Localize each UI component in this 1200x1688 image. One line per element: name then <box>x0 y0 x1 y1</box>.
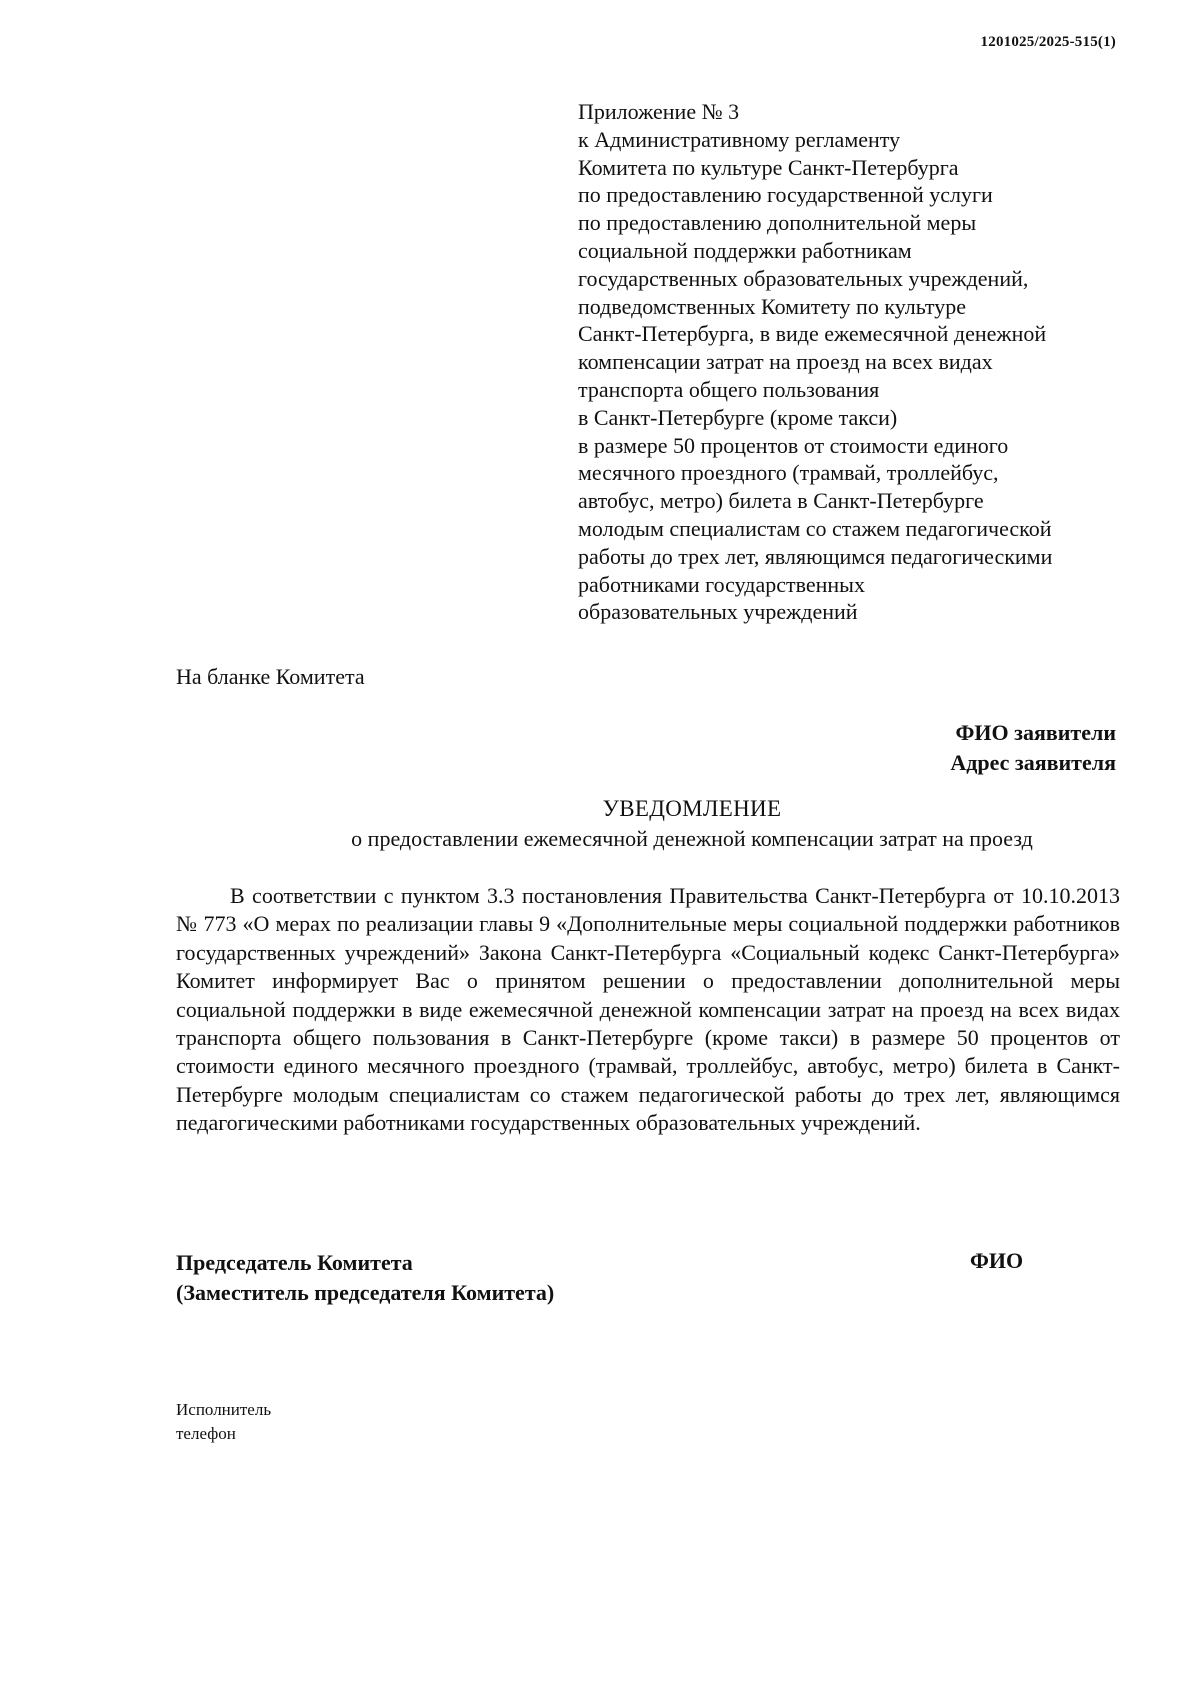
appendix-line: Санкт-Петербурга, в виде ежемесячной денежной <box>578 321 1047 347</box>
appendix-line: месячного проездного (трамвай, троллейбус, <box>578 460 999 486</box>
appendix-line: Приложение № 3 <box>578 99 740 124</box>
notice-body: В соответствии с пунктом 3.3 постановления Правительства Санкт-Петербурга от 10.10.2013 № 773 «О мерах по реализации главы 9 «Дополнительные меры социальной поддержки работников государственных учреждений» Закона Санкт-Петербурга «Социальный кодекс Санкт-Петербурга» Комитет информирует Вас о принятом решении о предоставлении дополнительной меры социальной поддержки в виде ежемесячной денежной компенсации затрат на проезд на всех видах транспорта общего пользования в Санкт-Петербурге (кроме такси) в размере 50 процентов от стоимости единого месячного проездного (трамвай, троллейбус, автобус, метро) билета в Санкт-Петербурге молодым специалистам со стажем педагогической работы до трех лет, являющимся педагогическими работниками государственных образовательных учреждений. <box>176 883 1120 1136</box>
signatory-position <box>176 1248 554 1308</box>
appendix-line: компенсации затрат на проезд на всех видах <box>578 349 993 375</box>
executor-block <box>176 1398 271 1446</box>
document-registration-number: 1201025/2025-515(1) <box>980 34 1116 50</box>
executor-label: Исполнитель <box>176 1400 272 1419</box>
notice-title: УВЕДОМЛЕНИЕ <box>602 796 782 821</box>
recipient-name: ФИО заявители <box>955 720 1116 745</box>
appendix-line: Комитета по культуре Санкт-Петербурга <box>578 154 959 180</box>
signatory-position-line: Председатель Комитета <box>176 1250 413 1275</box>
appendix-line: подведомственных Комитету по культуре <box>578 293 966 319</box>
appendix-line: государственных образовательных учреждений, <box>578 265 1029 291</box>
appendix-line: работниками государственных <box>578 571 865 597</box>
appendix-line: социальной поддержки работникам <box>578 237 912 263</box>
appendix-block <box>578 98 1138 626</box>
signatory-position-line: (Заместитель председателя Комитета) <box>176 1280 555 1305</box>
appendix-line: в размере 50 процентов от стоимости единого <box>578 432 1009 458</box>
appendix-line: по предоставлению дополнительной меры <box>578 210 977 236</box>
executor-phone-label: телефон <box>176 1424 236 1443</box>
appendix-line: по предоставлению государственной услуги <box>578 182 993 208</box>
signatory-name: ФИО <box>970 1248 1024 1273</box>
appendix-line: образовательных учреждений <box>578 599 858 625</box>
appendix-line: транспорта общего пользования <box>578 376 880 402</box>
letterhead-note: На бланке Комитета <box>176 664 365 689</box>
appendix-line: автобус, метро) билета в Санкт-Петербурге <box>578 488 984 514</box>
appendix-line: молодым специалистам со стажем педагогической <box>578 515 1052 541</box>
appendix-line: в Санкт-Петербурге (кроме такси) <box>578 404 898 430</box>
appendix-line: работы до трех лет, являющимся педагогическими <box>578 543 1053 569</box>
appendix-line: к Административному регламенту <box>578 126 901 152</box>
notice-subtitle: о предоставлении ежемесячной денежной компенсации затрат на проезд <box>351 826 1033 851</box>
recipient-block <box>950 718 1116 778</box>
recipient-address: Адрес заявителя <box>950 750 1116 775</box>
